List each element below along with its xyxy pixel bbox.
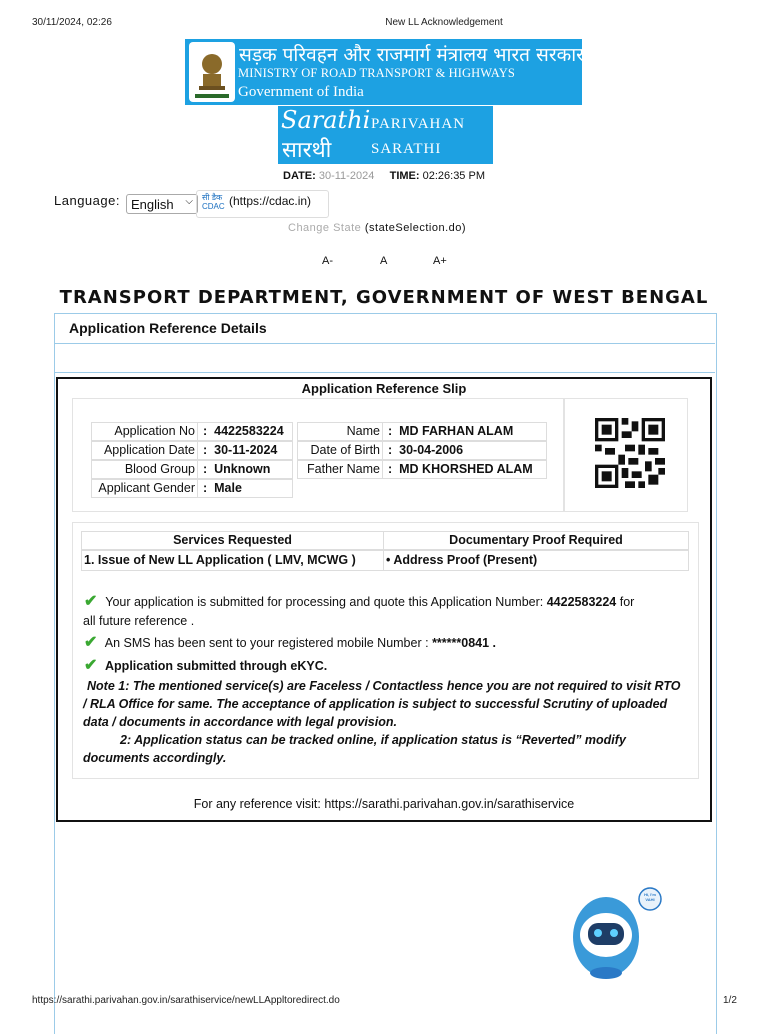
message-application-number: 4422583224 bbox=[546, 595, 617, 609]
language-select[interactable] bbox=[126, 194, 198, 214]
message-submitted-text: Your application is submitted for processing and quote this Application Number: bbox=[105, 595, 544, 609]
reference-visit: For any reference visit: https://sarathi.parivahan.gov.in/sarathiservice bbox=[193, 797, 575, 811]
check-icon: ✔ bbox=[84, 634, 98, 651]
font-increase-button[interactable]: A+ bbox=[433, 255, 447, 267]
proof-row: • Address Proof (Present) bbox=[383, 550, 689, 571]
sarathi-logo-hindi: सारथी bbox=[282, 138, 332, 163]
chevron-down-icon: ⌵ bbox=[185, 196, 193, 207]
language-label: Language: bbox=[54, 193, 120, 208]
application-date-value bbox=[197, 441, 293, 460]
message-submitted-tail: for bbox=[619, 595, 635, 609]
panel-header bbox=[54, 313, 715, 344]
application-date-label: Application Date bbox=[91, 441, 198, 460]
father-value bbox=[382, 460, 547, 479]
blood-group-value bbox=[197, 460, 293, 479]
check-icon: ✔ bbox=[84, 593, 98, 610]
applicant-name: MD FARHAN ALAM bbox=[399, 424, 514, 438]
date-label: DATE: bbox=[283, 170, 316, 182]
sarathi-logo-line2: SARATHI bbox=[371, 141, 442, 157]
colon: : bbox=[388, 443, 393, 457]
message-sms bbox=[84, 632, 496, 652]
dob: 30-04-2006 bbox=[399, 443, 464, 457]
dob-label: Date of Birth bbox=[297, 441, 383, 460]
message-ekyc bbox=[84, 655, 327, 675]
colon: : bbox=[388, 424, 393, 438]
dob-value bbox=[382, 441, 547, 460]
message-sms-text: An SMS has been sent to your registered mobile Number : bbox=[104, 636, 429, 650]
footer-page: 1/2 bbox=[723, 995, 737, 1006]
check-icon: ✔ bbox=[84, 657, 98, 674]
change-state-url: (stateSelection.do) bbox=[364, 222, 467, 234]
gender: Male bbox=[214, 481, 242, 495]
font-normal-button[interactable]: A bbox=[380, 255, 388, 267]
change-state-link[interactable] bbox=[288, 222, 466, 234]
qr-box bbox=[564, 398, 688, 512]
sarathi-logo bbox=[278, 106, 493, 164]
print-page-title: New LL Acknowledgement bbox=[385, 17, 503, 28]
sarathi-logo-latin: Sarathi bbox=[281, 106, 371, 134]
ministry-english-title: MINISTRY OF ROAD TRANSPORT & HIGHWAYS bbox=[238, 66, 515, 80]
change-state-label: Change State bbox=[288, 222, 362, 234]
message-submitted-line2: all future reference . bbox=[83, 614, 195, 628]
chatbot-bubble-text: Hi, I'm VAHI bbox=[644, 892, 656, 902]
government-of-india: Government of India bbox=[238, 84, 364, 100]
colon: : bbox=[203, 462, 208, 476]
time-value: 02:26:35 PM bbox=[422, 170, 485, 182]
cdac-link[interactable] bbox=[202, 193, 311, 211]
application-date: 30-11-2024 bbox=[214, 443, 278, 457]
father-name: MD KHORSHED ALAM bbox=[399, 462, 533, 476]
slip-title: Application Reference Slip bbox=[301, 381, 467, 396]
font-decrease-button[interactable]: A- bbox=[322, 255, 333, 267]
colon: : bbox=[203, 424, 208, 438]
blood-group: Unknown bbox=[214, 462, 271, 476]
blood-group-label: Blood Group bbox=[91, 460, 198, 479]
application-no-value bbox=[197, 422, 293, 441]
cdac-logo-icon: सी डैक CDAC bbox=[202, 193, 225, 211]
note-2: 2: Application status can be tracked online, if application status is “Reverted” modify documents accordingly. bbox=[83, 733, 626, 765]
print-datetime: 30/11/2024, 02:26 bbox=[32, 17, 112, 28]
proof-header: Documentary Proof Required bbox=[383, 531, 689, 550]
department-title: TRANSPORT DEPARTMENT, GOVERNMENT OF WEST BENGAL bbox=[59, 287, 709, 308]
message-submitted bbox=[84, 591, 634, 611]
service-row: 1. Issue of New LL Application ( LMV, MCWG ) bbox=[81, 550, 384, 571]
footer-url: https://sarathi.parivahan.gov.in/sarathiservice/newLLAppltoredirect.do bbox=[32, 995, 340, 1006]
message-ekyc-text: Application submitted through eKYC. bbox=[105, 659, 328, 673]
language-selected: English bbox=[131, 197, 174, 212]
message-mobile-number: ******0841 . bbox=[432, 636, 497, 650]
panel-divider bbox=[54, 372, 715, 373]
qr-code-icon bbox=[595, 418, 665, 488]
note-1: Note 1: The mentioned service(s) are Faceless / Contactless hence you are not required to visit RTO / RLA Office for same. The acceptance of application is subject to successful Scrutiny of uploaded data / documents in accordance with legal provision. bbox=[83, 679, 681, 729]
application-no: 4422583224 bbox=[214, 424, 284, 438]
services-header: Services Requested bbox=[81, 531, 384, 550]
panel-title: Application Reference Details bbox=[69, 320, 267, 336]
sarathi-logo-line1: PARIVAHAN bbox=[371, 116, 466, 132]
date-time-line bbox=[0, 170, 768, 182]
date-value: 30-11-2024 bbox=[318, 170, 375, 182]
time-label: TIME: bbox=[389, 170, 420, 182]
gender-label: Applicant Gender bbox=[91, 479, 198, 498]
ministry-banner bbox=[185, 39, 582, 105]
national-emblem-icon bbox=[189, 42, 235, 102]
ministry-hindi-title: सड़क परिवहन और राजमार्ग मंत्रालय भारत सरकार bbox=[239, 44, 584, 66]
application-no-label: Application No bbox=[91, 422, 198, 441]
colon: : bbox=[203, 481, 208, 495]
chatbot-icon[interactable] bbox=[570, 885, 670, 985]
father-label: Father Name bbox=[297, 460, 383, 479]
colon: : bbox=[203, 443, 208, 457]
name-label: Name bbox=[297, 422, 383, 441]
colon: : bbox=[388, 462, 393, 476]
gender-value bbox=[197, 479, 293, 498]
cdac-link-text: (https://cdac.in) bbox=[229, 194, 312, 209]
name-value bbox=[382, 422, 547, 441]
